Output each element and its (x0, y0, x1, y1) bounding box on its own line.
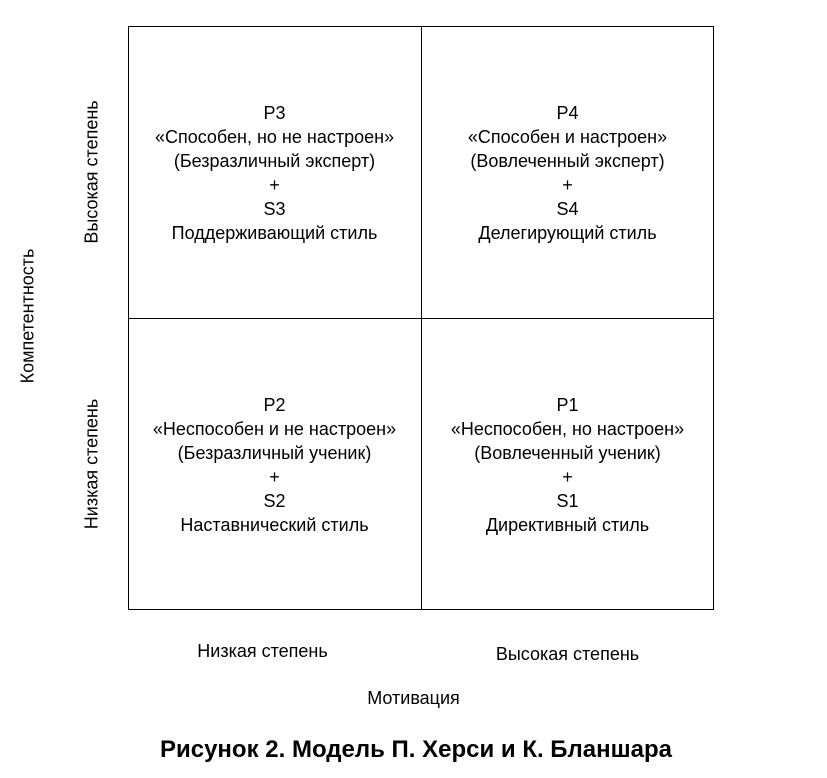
quadrant-code: P1 (556, 395, 579, 415)
quadrant-style-code: S1 (556, 491, 579, 511)
quadrant-desc: (Безразличный эксперт) (173, 151, 376, 171)
quadrant-style-code: S2 (263, 491, 286, 511)
y-axis-low-label: Низкая степень (81, 398, 102, 530)
quadrant-plus: + (269, 175, 280, 195)
y-axis-high-label: Высокая степень (81, 100, 102, 244)
quadrant-style: Наставнический стиль (180, 515, 369, 535)
quadrant-code: P2 (263, 395, 286, 415)
x-axis-high-label: Высокая степень (495, 644, 640, 664)
matrix-horizontal-divider (128, 318, 714, 319)
quadrant-title: «Способен, но не настроен» (154, 127, 395, 147)
quadrant-style: Поддерживающий стиль (171, 223, 378, 243)
quadrant-title: «Неспособен, но настроен» (450, 419, 685, 439)
quadrant-p1 (421, 393, 714, 537)
quadrant-code: P4 (556, 103, 579, 123)
quadrant-plus: + (562, 467, 573, 487)
quadrant-plus: + (562, 175, 573, 195)
quadrant-p4 (421, 101, 714, 245)
quadrant-style: Директивный стиль (485, 515, 650, 535)
quadrant-p2 (128, 393, 421, 537)
quadrant-style-code: S4 (556, 199, 579, 219)
x-axis-title: Мотивация (367, 688, 460, 708)
quadrant-desc: (Вовлеченный эксперт) (470, 151, 665, 171)
quadrant-style: Делегирующий стиль (478, 223, 657, 243)
quadrant-desc: (Вовлеченный ученик) (474, 443, 661, 463)
quadrant-style-code: S3 (263, 199, 286, 219)
quadrant-title: «Неспособен и не настроен» (152, 419, 397, 439)
x-axis-low-label: Низкая степень (197, 641, 328, 661)
quadrant-desc: (Безразличный ученик) (177, 443, 372, 463)
quadrant-plus: + (269, 467, 280, 487)
figure-caption: Рисунок 2. Модель П. Херси и К. Бланшара (159, 736, 673, 763)
y-axis-title: Компетентность (17, 248, 38, 384)
quadrant-title: «Способен и настроен» (467, 127, 668, 147)
quadrant-code: P3 (263, 103, 286, 123)
quadrant-p3 (128, 101, 421, 245)
